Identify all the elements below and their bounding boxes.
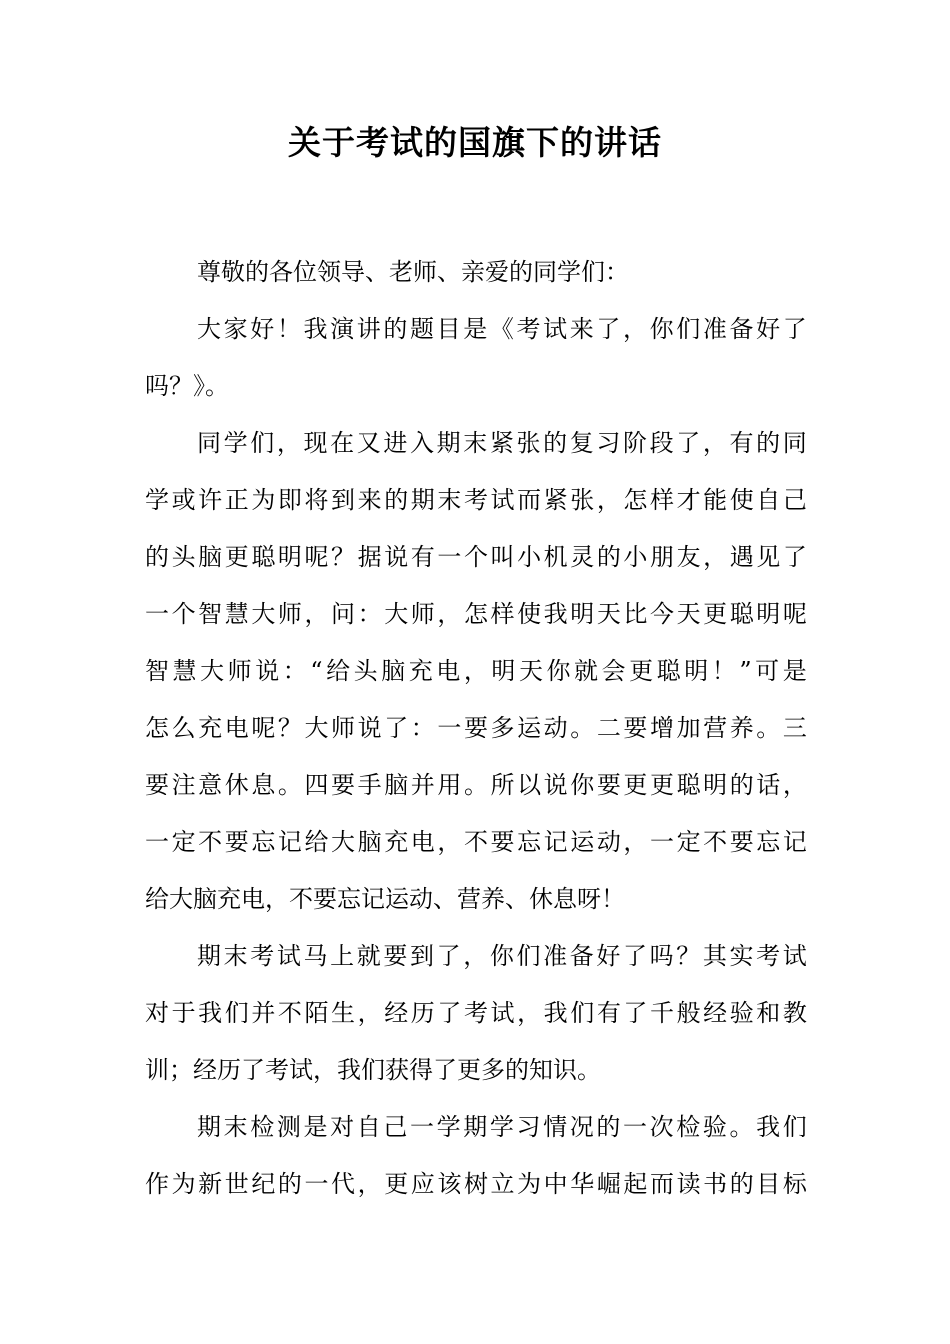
text-line: 的 头 脑 更 聪 明 呢 ？ 据 说 有 一 个 叫 小 机 灵 的 小 朋 友 ， 遇 见 了 (145, 543, 807, 571)
text-line: 智 慧 大 师 说 ： “ 给 头 脑 充 电 ， 明 天 你 就 会 更 聪 明 ！ ” 可 是 (145, 657, 807, 685)
text-line: 期 末 考 试 马 上 就 要 到 了 ， 你 们 准 备 好 了 吗 ？ 其 实 考 试 (197, 942, 807, 970)
text-line: 作 为 新 世 纪 的 一 代 ， 更 应 该 树 立 为 中 华 崛 起 而 读 书 的 目 标 (145, 1170, 807, 1198)
text-line: 要 注 意 休 息 。 四 要 手 脑 并 用 。 所 以 说 你 要 更 更 聪 明 的 话 ， (145, 771, 807, 799)
text-line: 同 学 们 ， 现 在 又 进 入 期 末 紧 张 的 复 习 阶 段 了 ， 有 的 同 (197, 429, 807, 457)
text-line: 一 定 不 要 忘 记 给 大 脑 充 电 ， 不 要 忘 记 运 动 ， 一 定 不 要 忘 记 (145, 828, 807, 856)
text-line: 给大脑充电，不要忘记运动、营养、休息呀！ (145, 885, 625, 913)
text-line: 怎 么 充 电 呢 ？ 大 师 说 了 ： 一 要 多 运 动 。 二 要 增 加 营 养 。 三 (145, 714, 807, 742)
document-title: 关于考试的国旗下的讲话 (288, 123, 662, 162)
text-line: 大 家 好 ！ 我 演 讲 的 题 目 是 《 考 试 来 了 ， 你 们 准 备 好 了 (197, 315, 807, 343)
text-line: 对 于 我 们 并 不 陌 生 ， 经 历 了 考 试 ， 我 们 有 了 千 般 经 验 和 教 (145, 999, 807, 1027)
text-line: 期 末 检 测 是 对 自 己 一 学 期 学 习 情 况 的 一 次 检 验 。 我 们 (197, 1113, 807, 1141)
text-line: 吗？》。 (145, 372, 229, 400)
text-line: 学 或 许 正 为 即 将 到 来 的 期 末 考 试 而 紧 张 ， 怎 样 才 能 使 自 己 (145, 486, 807, 514)
text-line: 训；经历了考试，我们获得了更多的知识。 (145, 1056, 601, 1084)
text-line: 尊敬的各位领导、老师、亲爱的同学们： (197, 258, 629, 286)
text-line: 一 个 智 慧 大 师 ， 问 ： 大 师 ， 怎 样 使 我 明 天 比 今 天 更 聪 明 呢 (145, 600, 807, 628)
